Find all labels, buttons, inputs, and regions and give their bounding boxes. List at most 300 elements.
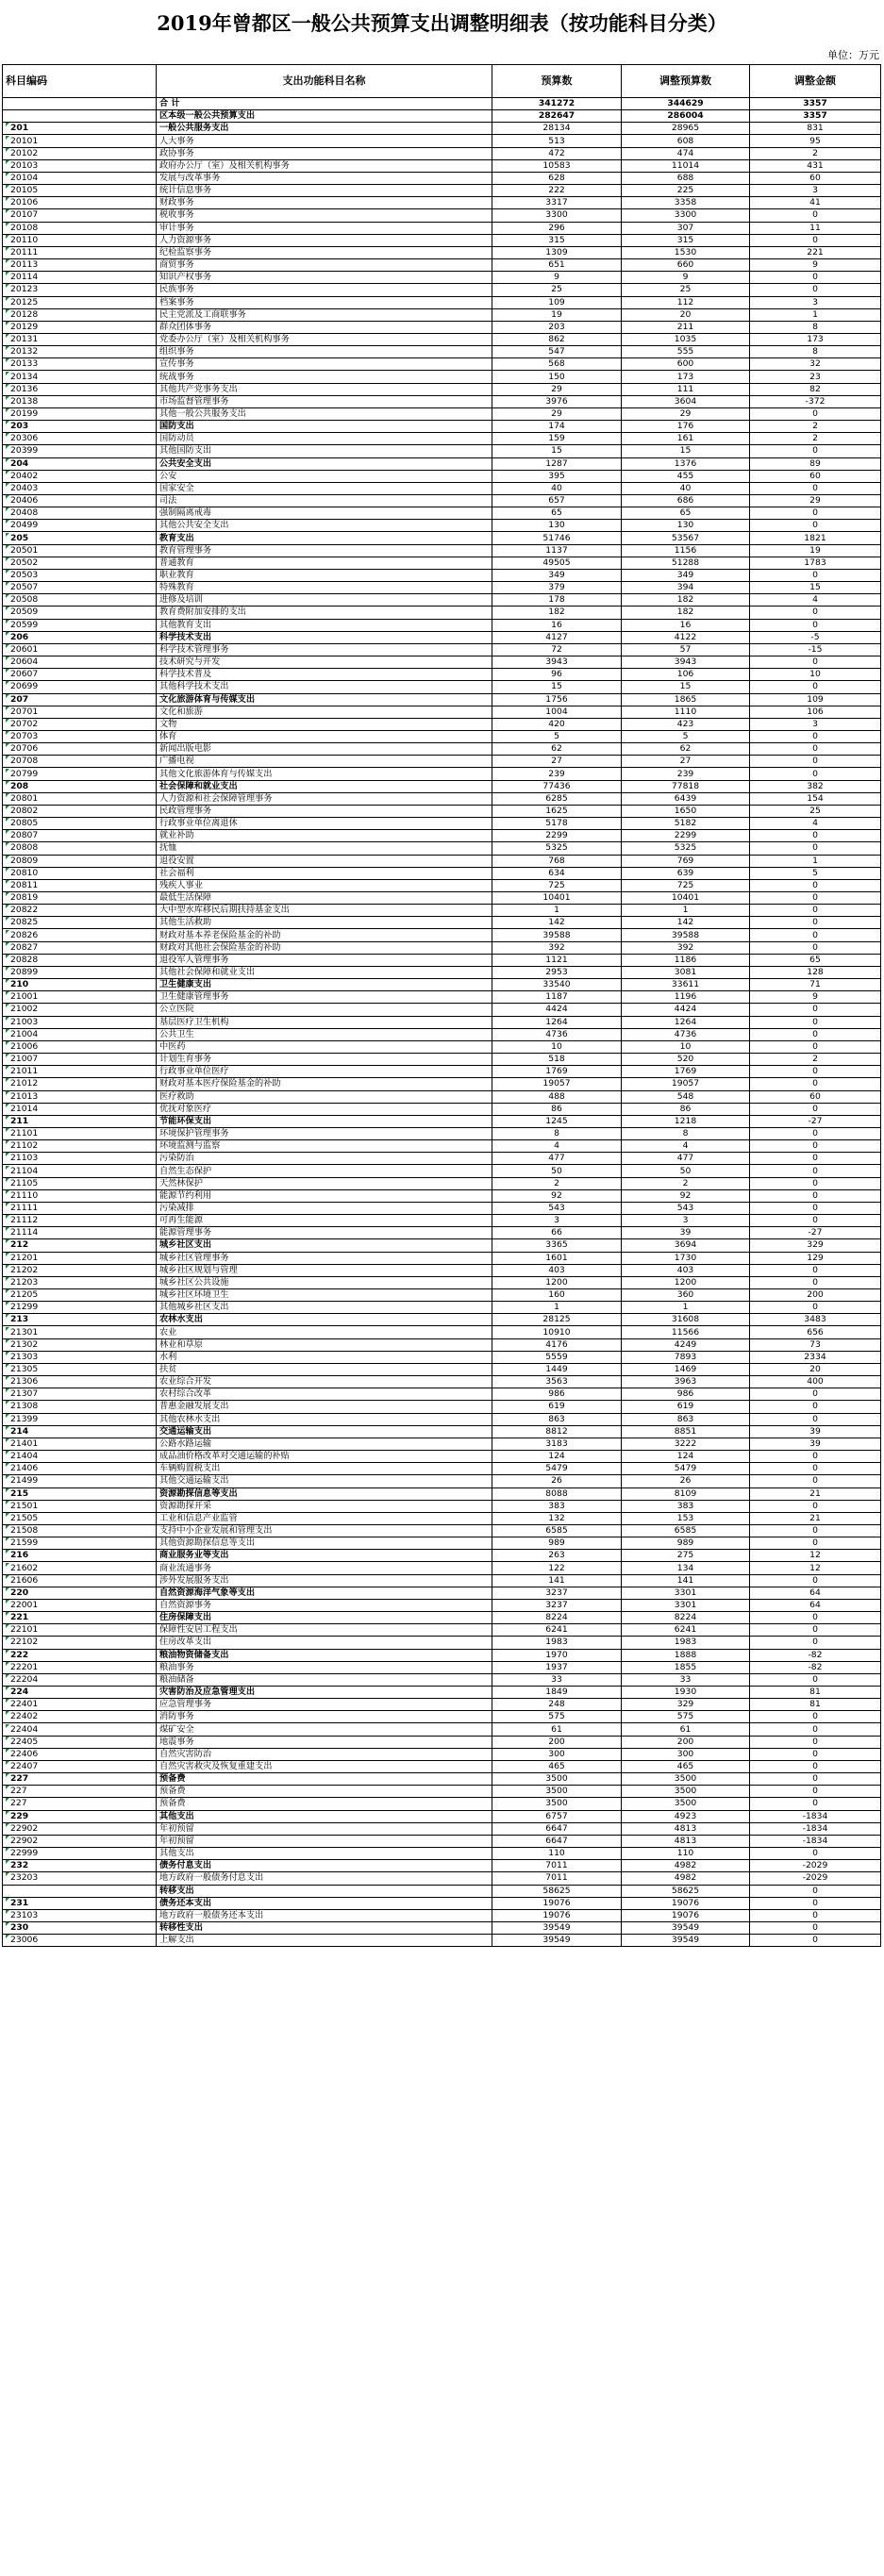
row-name-cell-text: 其他资源勘探信息等支出	[159, 1537, 256, 1549]
table-row	[3, 1711, 881, 1723]
row-change-cell-text: 60	[809, 470, 821, 481]
cell-marker-icon	[6, 1488, 9, 1492]
row-change-cell	[750, 1153, 881, 1165]
table-row	[3, 209, 881, 222]
row-budget-cell	[492, 1760, 622, 1772]
cell-marker-icon	[6, 1749, 9, 1753]
row-name-cell-text: 科学技术支出	[159, 631, 212, 642]
table-row	[3, 495, 881, 507]
table-row	[3, 246, 881, 258]
row-name-cell-text: 人力资源和社会保障管理事务	[159, 792, 273, 804]
row-change-cell-text: 0	[812, 619, 818, 630]
row-budget-cell	[492, 656, 622, 669]
row-adjusted-cell	[622, 1885, 750, 1897]
row-budget-cell-text: 66	[551, 1227, 562, 1238]
row-code-cell-text: 20899	[10, 967, 39, 978]
cell-marker-icon	[6, 408, 9, 412]
row-budget-cell-text: 3500	[545, 1786, 568, 1797]
row-adjusted-cell-text: 315	[676, 234, 694, 245]
row-budget-cell-text: 488	[548, 1090, 565, 1102]
cell-marker-icon	[6, 1339, 9, 1343]
row-adjusted-cell-text: 19076	[671, 1909, 700, 1920]
cell-marker-icon	[6, 1563, 9, 1567]
row-change-cell-text: 0	[812, 1673, 818, 1685]
row-name-cell	[157, 1661, 492, 1673]
row-name-cell-text: 社会保障和就业支出	[159, 780, 238, 791]
row-change-cell	[750, 172, 881, 184]
row-adjusted-cell	[622, 1127, 750, 1139]
row-adjusted-cell-text: 3301	[674, 1587, 697, 1598]
cell-marker-icon	[6, 495, 9, 499]
row-code-cell-text: 21203	[10, 1276, 39, 1288]
row-adjusted-cell	[622, 1687, 750, 1699]
row-adjusted-cell	[622, 1326, 750, 1338]
cell-marker-icon	[6, 1401, 9, 1404]
row-budget-cell-text: 141	[548, 1574, 565, 1586]
row-adjusted-cell	[622, 1637, 750, 1649]
cell-marker-icon	[6, 372, 9, 375]
row-change-cell	[750, 1376, 881, 1388]
row-change-cell-text: 0	[812, 1078, 818, 1089]
row-budget-cell-text: 77436	[542, 780, 571, 791]
row-adjusted-cell	[622, 954, 750, 966]
cell-marker-icon	[6, 309, 9, 313]
row-code-cell-text: 20128	[10, 308, 39, 320]
row-budget-cell-text: 395	[548, 470, 565, 481]
row-code-cell-text: 20129	[10, 321, 39, 332]
row-name-cell	[157, 1860, 492, 1872]
row-change-cell-text: 0	[812, 1711, 818, 1722]
row-adjusted-cell	[622, 1388, 750, 1401]
row-adjusted-cell	[622, 879, 750, 891]
row-adjusted-cell-text: 153	[676, 1512, 694, 1523]
row-change-cell-text: -27	[808, 1227, 823, 1238]
row-adjusted-cell	[622, 1264, 750, 1276]
cell-marker-icon	[6, 322, 9, 325]
row-budget-cell	[492, 1773, 622, 1786]
table-row	[3, 1165, 881, 1177]
row-code-cell-text: 20827	[10, 941, 39, 953]
row-change-cell	[750, 296, 881, 308]
row-change-cell	[750, 830, 881, 842]
row-adjusted-cell-text: 3500	[674, 1786, 697, 1797]
row-code-cell	[3, 1078, 157, 1090]
row-name-cell-text: 公安	[159, 470, 177, 481]
cell-marker-icon	[6, 1414, 9, 1418]
row-change-cell-text: 382	[807, 780, 824, 791]
row-change-cell	[750, 879, 881, 891]
row-name-cell-text: 公共安全支出	[159, 457, 212, 469]
row-name-cell-text: 其他生活救助	[159, 917, 212, 928]
table-row	[3, 954, 881, 966]
row-name-cell	[157, 445, 492, 457]
row-name-cell	[157, 792, 492, 805]
row-budget-cell-text: 33	[551, 1673, 562, 1685]
table-row	[3, 756, 881, 768]
row-name-cell-text: 市场监督管理事务	[159, 395, 229, 407]
row-change-cell	[750, 209, 881, 222]
row-adjusted-cell	[622, 159, 750, 172]
table-row	[3, 172, 881, 184]
row-code-cell-text: 20132	[10, 346, 39, 357]
row-name-cell	[157, 110, 492, 123]
row-code-cell	[3, 631, 157, 643]
row-budget-cell	[492, 1202, 622, 1214]
row-budget-cell-text: 124	[548, 1451, 565, 1462]
row-adjusted-cell-text: 1156	[674, 544, 697, 556]
row-budget-cell-text: 239	[548, 768, 565, 779]
row-budget-cell	[492, 1500, 622, 1512]
row-change-cell	[750, 1388, 881, 1401]
row-change-cell-text: 60	[809, 173, 821, 184]
row-change-cell-text: 0	[812, 445, 818, 457]
row-code-cell	[3, 1649, 157, 1661]
row-name-cell-text: 抚恤	[159, 842, 177, 854]
row-name-cell	[157, 780, 492, 792]
row-adjusted-cell-text: 112	[676, 296, 694, 307]
row-budget-cell-text: 1200	[545, 1276, 568, 1288]
row-adjusted-cell	[622, 1401, 750, 1413]
row-adjusted-cell-text: 1218	[674, 1115, 697, 1126]
row-budget-cell-text: 86	[551, 1103, 562, 1114]
table-row	[3, 1935, 881, 1947]
cell-marker-icon	[6, 1650, 9, 1654]
row-code-cell	[3, 1574, 157, 1587]
row-code-cell	[3, 346, 157, 358]
cell-marker-icon	[6, 942, 9, 946]
row-budget-cell	[492, 1189, 622, 1202]
row-change-cell-text: 0	[812, 1189, 818, 1201]
row-adjusted-cell	[622, 1786, 750, 1798]
row-code-cell	[3, 1500, 157, 1512]
table-row	[3, 1848, 881, 1860]
table-row	[3, 1921, 881, 1934]
row-name-cell-text: 涉外发展服务支出	[159, 1574, 229, 1586]
row-change-cell-text: 89	[809, 457, 821, 469]
row-budget-cell	[492, 1786, 622, 1798]
row-name-cell	[157, 135, 492, 147]
row-budget-cell	[492, 346, 622, 358]
row-change-cell	[750, 1885, 881, 1897]
row-change-cell-text: 0	[812, 482, 818, 493]
row-code-cell	[3, 1227, 157, 1239]
table-row	[3, 780, 881, 792]
row-name-cell-text: 城乡社区公共设施	[159, 1276, 229, 1288]
row-name-cell-text: 扶贫	[159, 1364, 177, 1375]
row-adjusted-cell-text: 474	[676, 147, 694, 158]
row-code-cell-text: 21114	[10, 1227, 39, 1238]
row-code-cell-text: 22404	[10, 1723, 39, 1735]
table-row	[3, 1909, 881, 1921]
row-budget-cell	[492, 631, 622, 643]
row-adjusted-cell-text: 16	[679, 619, 692, 630]
row-budget-cell	[492, 1054, 622, 1066]
table-row	[3, 259, 881, 272]
row-adjusted-cell	[622, 445, 750, 457]
row-budget-cell	[492, 1699, 622, 1711]
row-change-cell	[750, 867, 881, 879]
row-change-cell-text: 23	[809, 371, 821, 382]
row-adjusted-cell-text: 57	[679, 643, 692, 655]
row-change-cell-text: 9	[812, 991, 818, 1003]
row-budget-cell	[492, 1897, 622, 1909]
row-budget-cell	[492, 1016, 622, 1028]
row-change-cell	[750, 507, 881, 520]
row-code-cell-text: 20809	[10, 855, 39, 866]
row-adjusted-cell	[622, 1921, 750, 1934]
row-name-cell-text: 农林水支出	[159, 1314, 203, 1325]
row-code-cell-text: 21606	[10, 1574, 39, 1586]
row-code-cell	[3, 1860, 157, 1872]
row-code-cell-text: 21305	[10, 1364, 39, 1375]
row-change-cell-text: 0	[812, 1637, 818, 1648]
row-change-cell-text: 2334	[804, 1351, 826, 1362]
row-budget-cell	[492, 1872, 622, 1885]
row-change-cell	[750, 1661, 881, 1673]
table-row	[3, 407, 881, 420]
row-change-cell-text: -1834	[802, 1835, 828, 1846]
row-change-cell-text: 2	[812, 421, 818, 432]
row-adjusted-cell-text: 141	[676, 1574, 694, 1586]
row-name-cell-text: 文化旅游体育与传媒支出	[159, 693, 256, 705]
row-adjusted-cell-text: 989	[676, 1537, 694, 1549]
row-code-cell	[3, 1066, 157, 1078]
row-adjusted-cell-text: 5325	[674, 842, 697, 854]
row-code-cell	[3, 1451, 157, 1463]
row-code-cell-text: 21014	[10, 1103, 39, 1114]
row-code-cell	[3, 1463, 157, 1475]
cell-marker-icon	[6, 806, 9, 809]
table-row	[3, 643, 881, 656]
cell-marker-icon	[6, 1624, 9, 1628]
row-name-cell-text: 地震事务	[159, 1736, 194, 1747]
row-name-cell-text: 计划生育事务	[159, 1054, 212, 1065]
row-name-cell	[157, 619, 492, 631]
row-code-cell	[3, 1302, 157, 1314]
row-budget-cell-text: 392	[548, 941, 565, 953]
row-adjusted-cell-text: 39588	[671, 929, 700, 940]
cell-marker-icon	[6, 235, 9, 239]
row-change-cell	[750, 1078, 881, 1090]
row-adjusted-cell	[622, 395, 750, 407]
row-code-cell-text: 21205	[10, 1289, 39, 1301]
table-row	[3, 1078, 881, 1090]
row-budget-cell	[492, 1140, 622, 1153]
row-adjusted-cell-text: 225	[676, 185, 694, 196]
row-code-cell	[3, 1760, 157, 1772]
row-change-cell	[750, 1599, 881, 1611]
row-code-cell-text: 20131	[10, 334, 39, 345]
row-change-cell-text: 0	[812, 905, 818, 916]
row-change-cell	[750, 1202, 881, 1214]
row-code-cell-text: 21508	[10, 1525, 39, 1537]
row-budget-cell-text: 4127	[545, 631, 568, 642]
row-change-cell	[750, 1612, 881, 1624]
row-change-cell	[750, 1177, 881, 1189]
row-code-cell	[3, 607, 157, 619]
row-change-cell-text: -372	[805, 395, 826, 407]
table-row	[3, 966, 881, 978]
row-code-cell	[3, 1016, 157, 1028]
row-adjusted-cell-text: 2	[682, 1177, 689, 1188]
row-code-cell	[3, 1153, 157, 1165]
row-code-cell	[3, 966, 157, 978]
row-adjusted-cell-text: 543	[676, 1202, 694, 1213]
row-name-cell-text: 特殊教育	[159, 582, 194, 593]
row-adjusted-cell-text: 1769	[674, 1066, 697, 1077]
row-name-cell	[157, 1351, 492, 1363]
row-change-cell	[750, 557, 881, 569]
row-code-cell-text: 20701	[10, 706, 39, 717]
row-change-cell-text: 0	[812, 407, 818, 419]
table-row	[3, 1302, 881, 1314]
row-code-cell-text: 22401	[10, 1699, 39, 1710]
row-code-cell	[3, 222, 157, 234]
row-adjusted-cell-text: 329	[676, 1699, 694, 1710]
row-budget-cell-text: 472	[548, 147, 565, 158]
row-budget-cell	[492, 569, 622, 581]
row-name-cell-text: 医疗救助	[159, 1090, 194, 1102]
row-name-cell-text: 最低生活保障	[159, 892, 212, 904]
row-code-cell-text: 20805	[10, 818, 39, 829]
cell-marker-icon	[6, 1190, 9, 1194]
row-change-cell-text: 221	[807, 246, 824, 258]
row-change-cell	[750, 470, 881, 482]
row-adjusted-cell-text: 25	[679, 284, 692, 295]
row-change-cell	[750, 185, 881, 197]
row-name-cell-text: 发展与改革事务	[159, 173, 221, 184]
row-adjusted-cell-text: 239	[676, 768, 694, 779]
cell-marker-icon	[6, 1104, 9, 1107]
row-code-cell	[3, 1885, 157, 1897]
row-change-cell	[750, 98, 881, 110]
row-name-cell	[157, 1798, 492, 1810]
row-adjusted-cell-text: 4982	[674, 1872, 697, 1884]
row-code-cell	[3, 1202, 157, 1214]
row-adjusted-cell-text: 176	[676, 421, 694, 432]
row-adjusted-cell	[622, 532, 750, 544]
row-budget-cell	[492, 1127, 622, 1139]
row-name-cell-text: 合 计	[159, 98, 180, 109]
row-adjusted-cell	[622, 308, 750, 321]
row-adjusted-cell-text: 9	[682, 272, 689, 283]
row-code-cell	[3, 445, 157, 457]
row-change-cell-text: 109	[807, 693, 824, 705]
row-code-cell-text: 20799	[10, 768, 39, 779]
row-adjusted-cell-text: 4923	[674, 1810, 697, 1821]
row-name-cell	[157, 1004, 492, 1016]
row-change-cell-text: -15	[808, 643, 823, 655]
table-row	[3, 867, 881, 879]
row-budget-cell-text: 96	[551, 669, 562, 680]
row-budget-cell-text: 248	[548, 1699, 565, 1710]
header-change: 调整金额	[750, 65, 881, 98]
table-row	[3, 730, 881, 742]
table-row	[3, 1786, 881, 1798]
row-adjusted-cell	[622, 1587, 750, 1599]
row-name-cell-text: 教育管理事务	[159, 544, 212, 556]
row-budget-cell-text: 1121	[545, 954, 568, 965]
row-adjusted-cell-text: 548	[676, 1090, 694, 1102]
cell-marker-icon	[6, 545, 9, 549]
table-row	[3, 1736, 881, 1748]
row-name-cell-text: 城乡社区支出	[159, 1239, 212, 1251]
row-adjusted-cell	[622, 631, 750, 643]
row-adjusted-cell	[622, 792, 750, 805]
row-budget-cell	[492, 830, 622, 842]
row-budget-cell-text: 3500	[545, 1773, 568, 1785]
row-name-cell-text: 环境监测与监察	[159, 1140, 221, 1152]
row-code-cell-text: 20807	[10, 830, 39, 841]
row-budget-cell	[492, 730, 622, 742]
cell-marker-icon	[6, 1513, 9, 1517]
row-adjusted-cell-text: 619	[676, 1401, 694, 1412]
row-code-cell-text: 20502	[10, 557, 39, 568]
row-adjusted-cell	[622, 768, 750, 780]
row-name-cell	[157, 1165, 492, 1177]
row-budget-cell	[492, 507, 622, 520]
row-adjusted-cell	[622, 1438, 750, 1450]
table-row	[3, 1054, 881, 1066]
row-budget-cell-text: 178	[548, 594, 565, 606]
row-name-cell	[157, 879, 492, 891]
row-name-cell	[157, 209, 492, 222]
row-adjusted-cell	[622, 718, 750, 730]
row-code-cell-text: 206	[10, 631, 29, 642]
table-row	[3, 1773, 881, 1786]
row-code-cell-text: 232	[10, 1860, 29, 1871]
row-name-cell	[157, 520, 492, 532]
row-change-cell-text: 1783	[804, 557, 826, 568]
table-row	[3, 669, 881, 681]
row-adjusted-cell	[622, 681, 750, 693]
row-name-cell	[157, 1338, 492, 1351]
row-adjusted-cell-text: 1186	[674, 954, 697, 965]
row-adjusted-cell-text: 28965	[671, 123, 700, 134]
row-code-cell	[3, 1401, 157, 1413]
table-row	[3, 445, 881, 457]
row-change-cell	[750, 1736, 881, 1748]
row-code-cell	[3, 1276, 157, 1288]
row-adjusted-cell	[622, 98, 750, 110]
row-code-cell-text: 20808	[10, 842, 39, 854]
row-code-cell-text: 216	[10, 1550, 29, 1561]
row-budget-cell	[492, 259, 622, 272]
row-change-cell-text: -27	[808, 1115, 823, 1126]
cell-marker-icon	[6, 1017, 9, 1021]
row-name-cell-text: 住房改革支出	[159, 1637, 212, 1648]
table-row	[3, 1276, 881, 1288]
row-budget-cell-text: 50	[551, 1165, 562, 1176]
row-change-cell	[750, 594, 881, 607]
row-name-cell-text: 国防动员	[159, 433, 194, 444]
row-adjusted-cell-text: 86	[679, 1103, 692, 1114]
row-budget-cell	[492, 1909, 622, 1921]
row-change-cell	[750, 259, 881, 272]
cell-marker-icon	[6, 1314, 9, 1318]
row-adjusted-cell	[622, 1090, 750, 1103]
row-change-cell	[750, 1935, 881, 1947]
row-change-cell-text: 8	[812, 321, 818, 332]
row-budget-cell	[492, 1314, 622, 1326]
row-adjusted-cell-text: 392	[676, 941, 694, 953]
table-row	[3, 1040, 881, 1053]
row-code-cell-text: 20503	[10, 570, 39, 581]
row-budget-cell-text: 725	[548, 879, 565, 890]
row-budget-cell-text: 2299	[545, 830, 568, 841]
cell-marker-icon	[6, 1227, 9, 1231]
row-adjusted-cell-text: 4122	[674, 631, 697, 642]
